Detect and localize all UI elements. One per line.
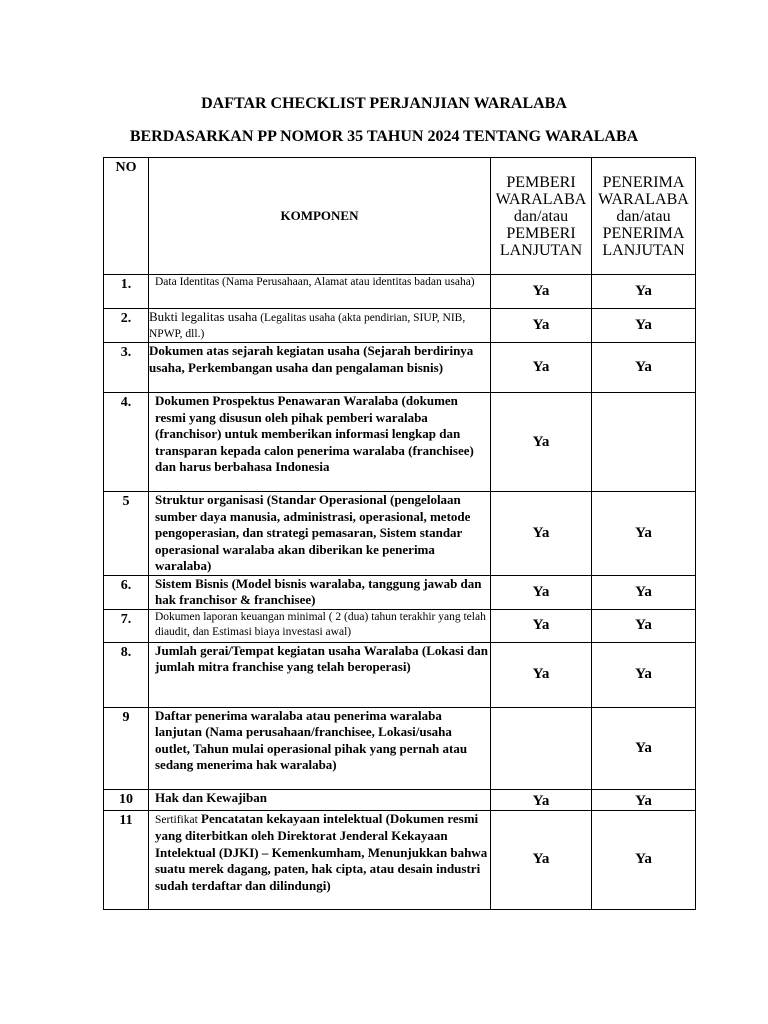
row-penerima-value: Ya: [592, 642, 696, 707]
row-component: [149, 810, 491, 909]
table-row: [104, 275, 696, 309]
header-pemberi-line: PEMBERI: [506, 173, 576, 191]
row-pemberi-value: Ya: [491, 642, 592, 707]
row-component: [149, 642, 491, 707]
row-component-text: Jumlah gerai/Tempat kegiatan usaha Waralaba (Lokasi dan jumlah mitra franchise yang telah beroperasi): [155, 642, 489, 674]
row-pemberi-value: Ya: [491, 393, 592, 492]
row-component: [149, 275, 491, 309]
checklist-table: [103, 157, 696, 910]
row-number: 10: [104, 789, 149, 810]
row-component: [149, 393, 491, 492]
row-pemberi-value: Ya: [491, 609, 592, 642]
row-component-text: Sistem Bisnis (Model bisnis waralaba, tanggung jawab dan hak franchisor & franchisee): [155, 575, 482, 607]
row-component-text: (Legalitas usaha (akta pendirian, SIUP, NIB, NPWP, dll.): [149, 312, 466, 340]
header-penerima-line: PENERIMA: [602, 224, 685, 242]
row-component-text: Pencatatan kekayaan intelektual (Dokumen resmi yang diterbitkan oleh Direktorat Jenderal Kekayaan Intelektual (DJKI) – Kemenkumham, Menunjukkan bahwa suatu merek dagang, paten, hak cipta, atau desain industri sudah terdaftar dan dilindungi): [155, 810, 488, 893]
document-title: DAFTAR CHECKLIST PERJANJIAN WARALABA: [201, 95, 567, 112]
table-row: [104, 309, 696, 343]
document-subtitle: BERDASARKAN PP NOMOR 35 TAHUN 2024 TENTANG WARALABA: [129, 128, 639, 145]
header-penerima: [592, 158, 696, 275]
row-component-text: Data Identitas (Nama Perusahaan, Alamat atau identitas badan usaha): [155, 276, 475, 288]
row-component-prefix: Bukti legalitas usaha: [149, 309, 258, 324]
header-no: NO: [104, 158, 149, 275]
row-pemberi-value: Ya: [491, 575, 592, 609]
row-component: [149, 492, 491, 576]
row-penerima-value: Ya: [592, 309, 696, 343]
row-pemberi-value: Ya: [491, 492, 592, 576]
table-row: [104, 707, 696, 789]
row-penerima-value: Ya: [592, 575, 696, 609]
row-pemberi-value: [491, 707, 592, 789]
table-row: [104, 609, 696, 642]
row-component-text: Dokumen laporan keuangan minimal ( 2 (dua) tahun terakhir yang telah diaudit, dan Estimasi biaya investasi awal): [155, 610, 486, 638]
header-pemberi-line: LANJUTAN: [499, 241, 583, 259]
row-component-text: Dokumen Prospektus Penawaran Waralaba (dokumen resmi yang disusun oleh pihak pemberi waralaba (franchisor) untuk memberikan informasi lengkap dan transparan kepada calon penerima waralaba (franchisee) dan harus berbahasa Indonesia: [155, 393, 474, 474]
row-component: [149, 789, 491, 810]
header-penerima-line: dan/atau: [616, 207, 671, 225]
table-row: [104, 393, 696, 492]
header-pemberi-line: PEMBERI: [506, 224, 576, 242]
row-number: 4.: [104, 393, 149, 492]
row-component-text: Hak dan Kewajiban: [155, 789, 267, 805]
row-number: 9: [104, 707, 149, 789]
row-penerima-value: [592, 393, 696, 492]
row-component-text: Struktur organisasi (Standar Operasional (pengelolaan sumber daya manusia, administrasi, operasional, metode pengoperasian, dan strategi pemasaran, Sistem standar operasional waralaba akan diberikan ke penerima waralaba): [155, 492, 471, 573]
row-penerima-value: Ya: [592, 810, 696, 909]
header-pemberi-line: dan/atau: [513, 207, 569, 225]
header-pemberi-line: WARALABA: [495, 190, 587, 208]
row-penerima-value: Ya: [592, 789, 696, 810]
row-number: 5: [104, 492, 149, 576]
row-component-text: Dokumen atas sejarah kegiatan usaha (Sejarah berdirinya usaha, Perkembangan usaha dan pengalaman bisnis): [149, 343, 474, 375]
row-number: 11: [104, 810, 149, 909]
row-component: [149, 609, 491, 642]
table-row: [104, 642, 696, 707]
row-pemberi-value: Ya: [491, 789, 592, 810]
row-component: [149, 707, 491, 789]
row-component-prefix: Sertifikat: [155, 813, 198, 826]
row-number: 1.: [104, 275, 149, 309]
row-number: 3.: [104, 343, 149, 393]
row-penerima-value: Ya: [592, 343, 696, 393]
header-penerima-line: WARALABA: [598, 190, 689, 208]
table-row: [104, 343, 696, 393]
row-penerima-value: Ya: [592, 707, 696, 789]
row-component: [149, 575, 491, 609]
table-row: [104, 575, 696, 609]
row-number: 2.: [104, 309, 149, 343]
header-komponen: KOMPONEN: [149, 158, 491, 275]
row-component: [149, 343, 491, 393]
row-component-text: Daftar penerima waralaba atau penerima waralaba lanjutan (Nama perusahaan/franchisee, Lokasi/usaha outlet, Tahun mulai operasional pihak yang pernah atau sedang menerima hak waralaba): [155, 707, 468, 772]
row-number: 7.: [104, 609, 149, 642]
row-pemberi-value: Ya: [491, 810, 592, 909]
row-penerima-value: Ya: [592, 609, 696, 642]
row-penerima-value: Ya: [592, 275, 696, 309]
header-penerima-line: PENERIMA: [602, 173, 685, 191]
row-pemberi-value: Ya: [491, 275, 592, 309]
row-number: 6.: [104, 575, 149, 609]
table-row: [104, 810, 696, 909]
table-row: [104, 492, 696, 576]
row-number: 8.: [104, 642, 149, 707]
row-pemberi-value: Ya: [491, 343, 592, 393]
header-penerima-line: LANJUTAN: [602, 241, 685, 259]
header-pemberi: [491, 158, 592, 275]
table-row: [104, 789, 696, 810]
table-header-row: [104, 158, 696, 275]
row-penerima-value: Ya: [592, 492, 696, 576]
row-component: [149, 309, 491, 343]
row-pemberi-value: Ya: [491, 309, 592, 343]
